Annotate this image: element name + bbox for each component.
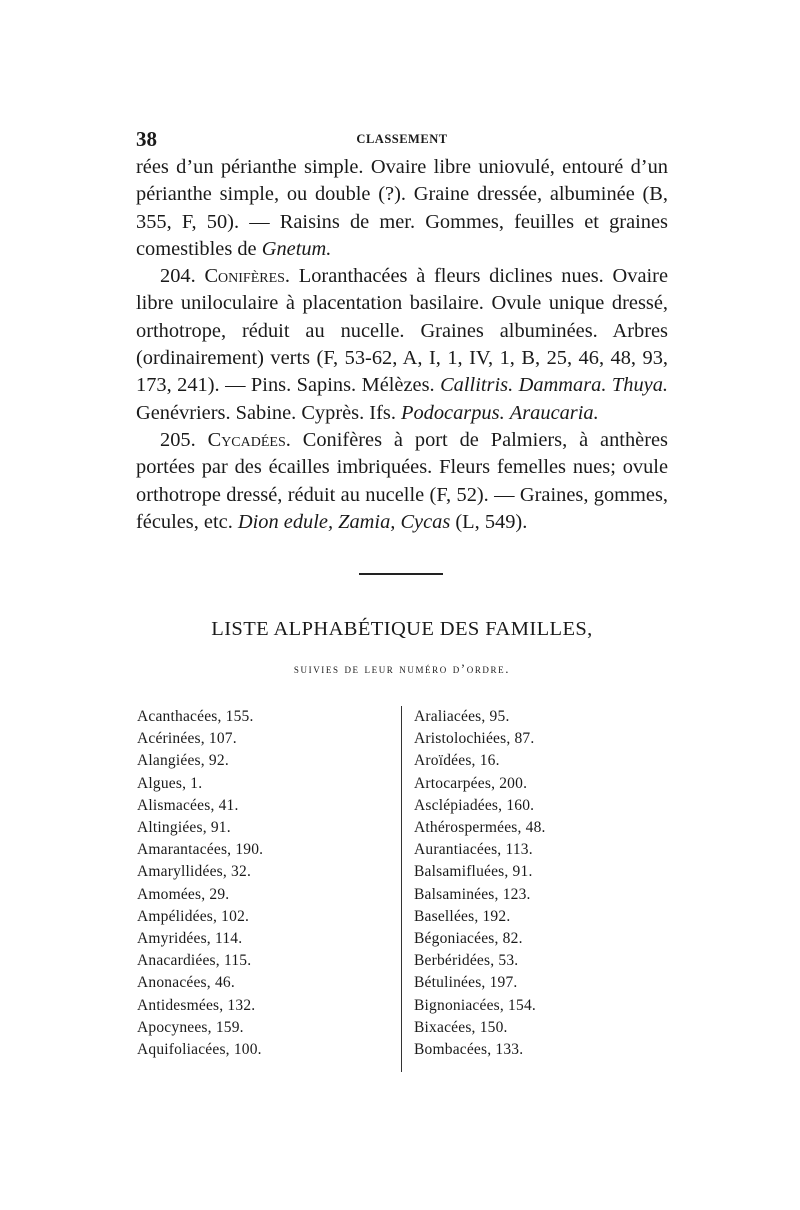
list-item: Aquifoliacées, 100. — [137, 1041, 262, 1059]
list-item: Bégoniacées, 82. — [414, 930, 523, 948]
list-item: Amyridées, 114. — [137, 930, 243, 948]
genus-araucaria: Araucaria. — [509, 401, 599, 424]
list-item: Aurantiacées, 113. — [414, 841, 533, 859]
list-item: Aroïdées, 16. — [414, 752, 500, 770]
genus-podocarpus: Podocarpus. — [401, 401, 505, 424]
family-list-left-column — [137, 706, 387, 1061]
genera-cycadees: Dion edule, Zamia, Cycas — [237, 510, 451, 533]
genus-gnetum: Gnetum. — [261, 237, 332, 260]
list-item: Balsaminées, 123. — [414, 885, 531, 903]
entry-number: 204. — [160, 265, 196, 288]
list-subtitle: suivies de leur numéro d’ordre. — [293, 661, 511, 676]
paragraph-text: Loranthacées à fleurs diclines nues. Ovaire libre uniloculaire à placentation basilaire. Ovule unique dressé, orthotrope, réduit au nucelle. Graines albuminées. Arbres (ordinairement) verts (F, 53-62, A, I, 1, IV, 1, B, 25, 46, 48, 93, 173, 241). — Pins. Sapins. Mélèzes. — [136, 265, 668, 397]
entry-number: 205. — [160, 428, 196, 451]
list-item: Antidesmées, 132. — [137, 996, 256, 1014]
list-item: Algues, 1. — [137, 774, 203, 792]
list-item: Anacardiées, 115. — [137, 952, 252, 970]
list-item: Aristolochiées, 87. — [414, 730, 535, 748]
paragraph-203-continued — [136, 154, 668, 263]
family-name: Conifères. — [204, 265, 291, 288]
paragraph-text: Conifères à port de Palmiers, à anthères portées par des écailles imbriquées. Fleurs femelles nues; ovule orthotrope dressé, réduit au nucelle (F, 52). — Graines, gommes, fécules, etc. — [136, 428, 668, 533]
list-item: Amaryllidées, 32. — [137, 863, 252, 881]
paragraph-text-2: Genévriers. Sabine. Cyprès. Ifs. — [136, 401, 402, 424]
list-item: Amarantacées, 190. — [137, 841, 264, 859]
list-item: Asclépiadées, 160. — [414, 796, 535, 814]
family-name: Cycadées. — [207, 428, 291, 451]
running-title: CLASSEMENT — [356, 132, 448, 146]
column-rule — [401, 706, 402, 1072]
list-item: Basellées, 192. — [414, 907, 511, 925]
list-item: Alangiées, 92. — [137, 752, 229, 770]
list-item: Bixacées, 150. — [414, 1018, 508, 1036]
genus-thuya: Thuya. — [611, 374, 668, 397]
list-title: LISTE ALPHABÉTIQUE DES FAMILLES, — [211, 618, 593, 640]
list-item: Acanthacées, 155. — [137, 708, 254, 725]
list-item: Araliacées, 95. — [414, 708, 510, 725]
family-list-right-column — [414, 706, 664, 1061]
genus-dammara: Dammara. — [518, 374, 607, 397]
list-item: Athérospermées, 48. — [414, 819, 546, 837]
list-item: Berbéridées, 53. — [414, 952, 519, 970]
list-item: Artocarpées, 200. — [414, 774, 528, 792]
list-item: Acérinées, 107. — [137, 730, 237, 748]
paragraph-205-cycadees — [136, 427, 668, 536]
list-item: Altingiées, 91. — [137, 819, 231, 837]
list-item: Bombacées, 133. — [414, 1041, 524, 1059]
page-header — [136, 127, 668, 155]
section-divider — [359, 573, 443, 575]
body-text — [136, 154, 668, 536]
paragraph-204-coniferes — [136, 263, 668, 427]
list-item: Bétulinées, 197. — [414, 974, 518, 992]
page-number: 38 — [136, 127, 157, 151]
list-item: Anonacées, 46. — [137, 974, 235, 992]
list-item: Apocynees, 159. — [137, 1018, 244, 1036]
list-item: Alismacées, 41. — [137, 796, 239, 814]
paragraph-text: rées d’un périanthe simple. Ovaire libre uniovulé, entouré d’un périanthe simple, ou double (?). Graine dressée, albuminée (B, 355, F, 50). — Raisins de mer. Gommes, feuilles et graines comestibles de — [136, 156, 668, 260]
list-item: Balsamifluées, 91. — [414, 863, 533, 881]
paragraph-text-2: (L, 549). — [450, 510, 528, 533]
list-item: Amomées, 29. — [137, 885, 230, 903]
list-item: Ampélidées, 102. — [137, 907, 250, 925]
list-item: Bignoniacées, 154. — [414, 996, 536, 1014]
genus-callitris: Callitris. — [440, 374, 514, 397]
